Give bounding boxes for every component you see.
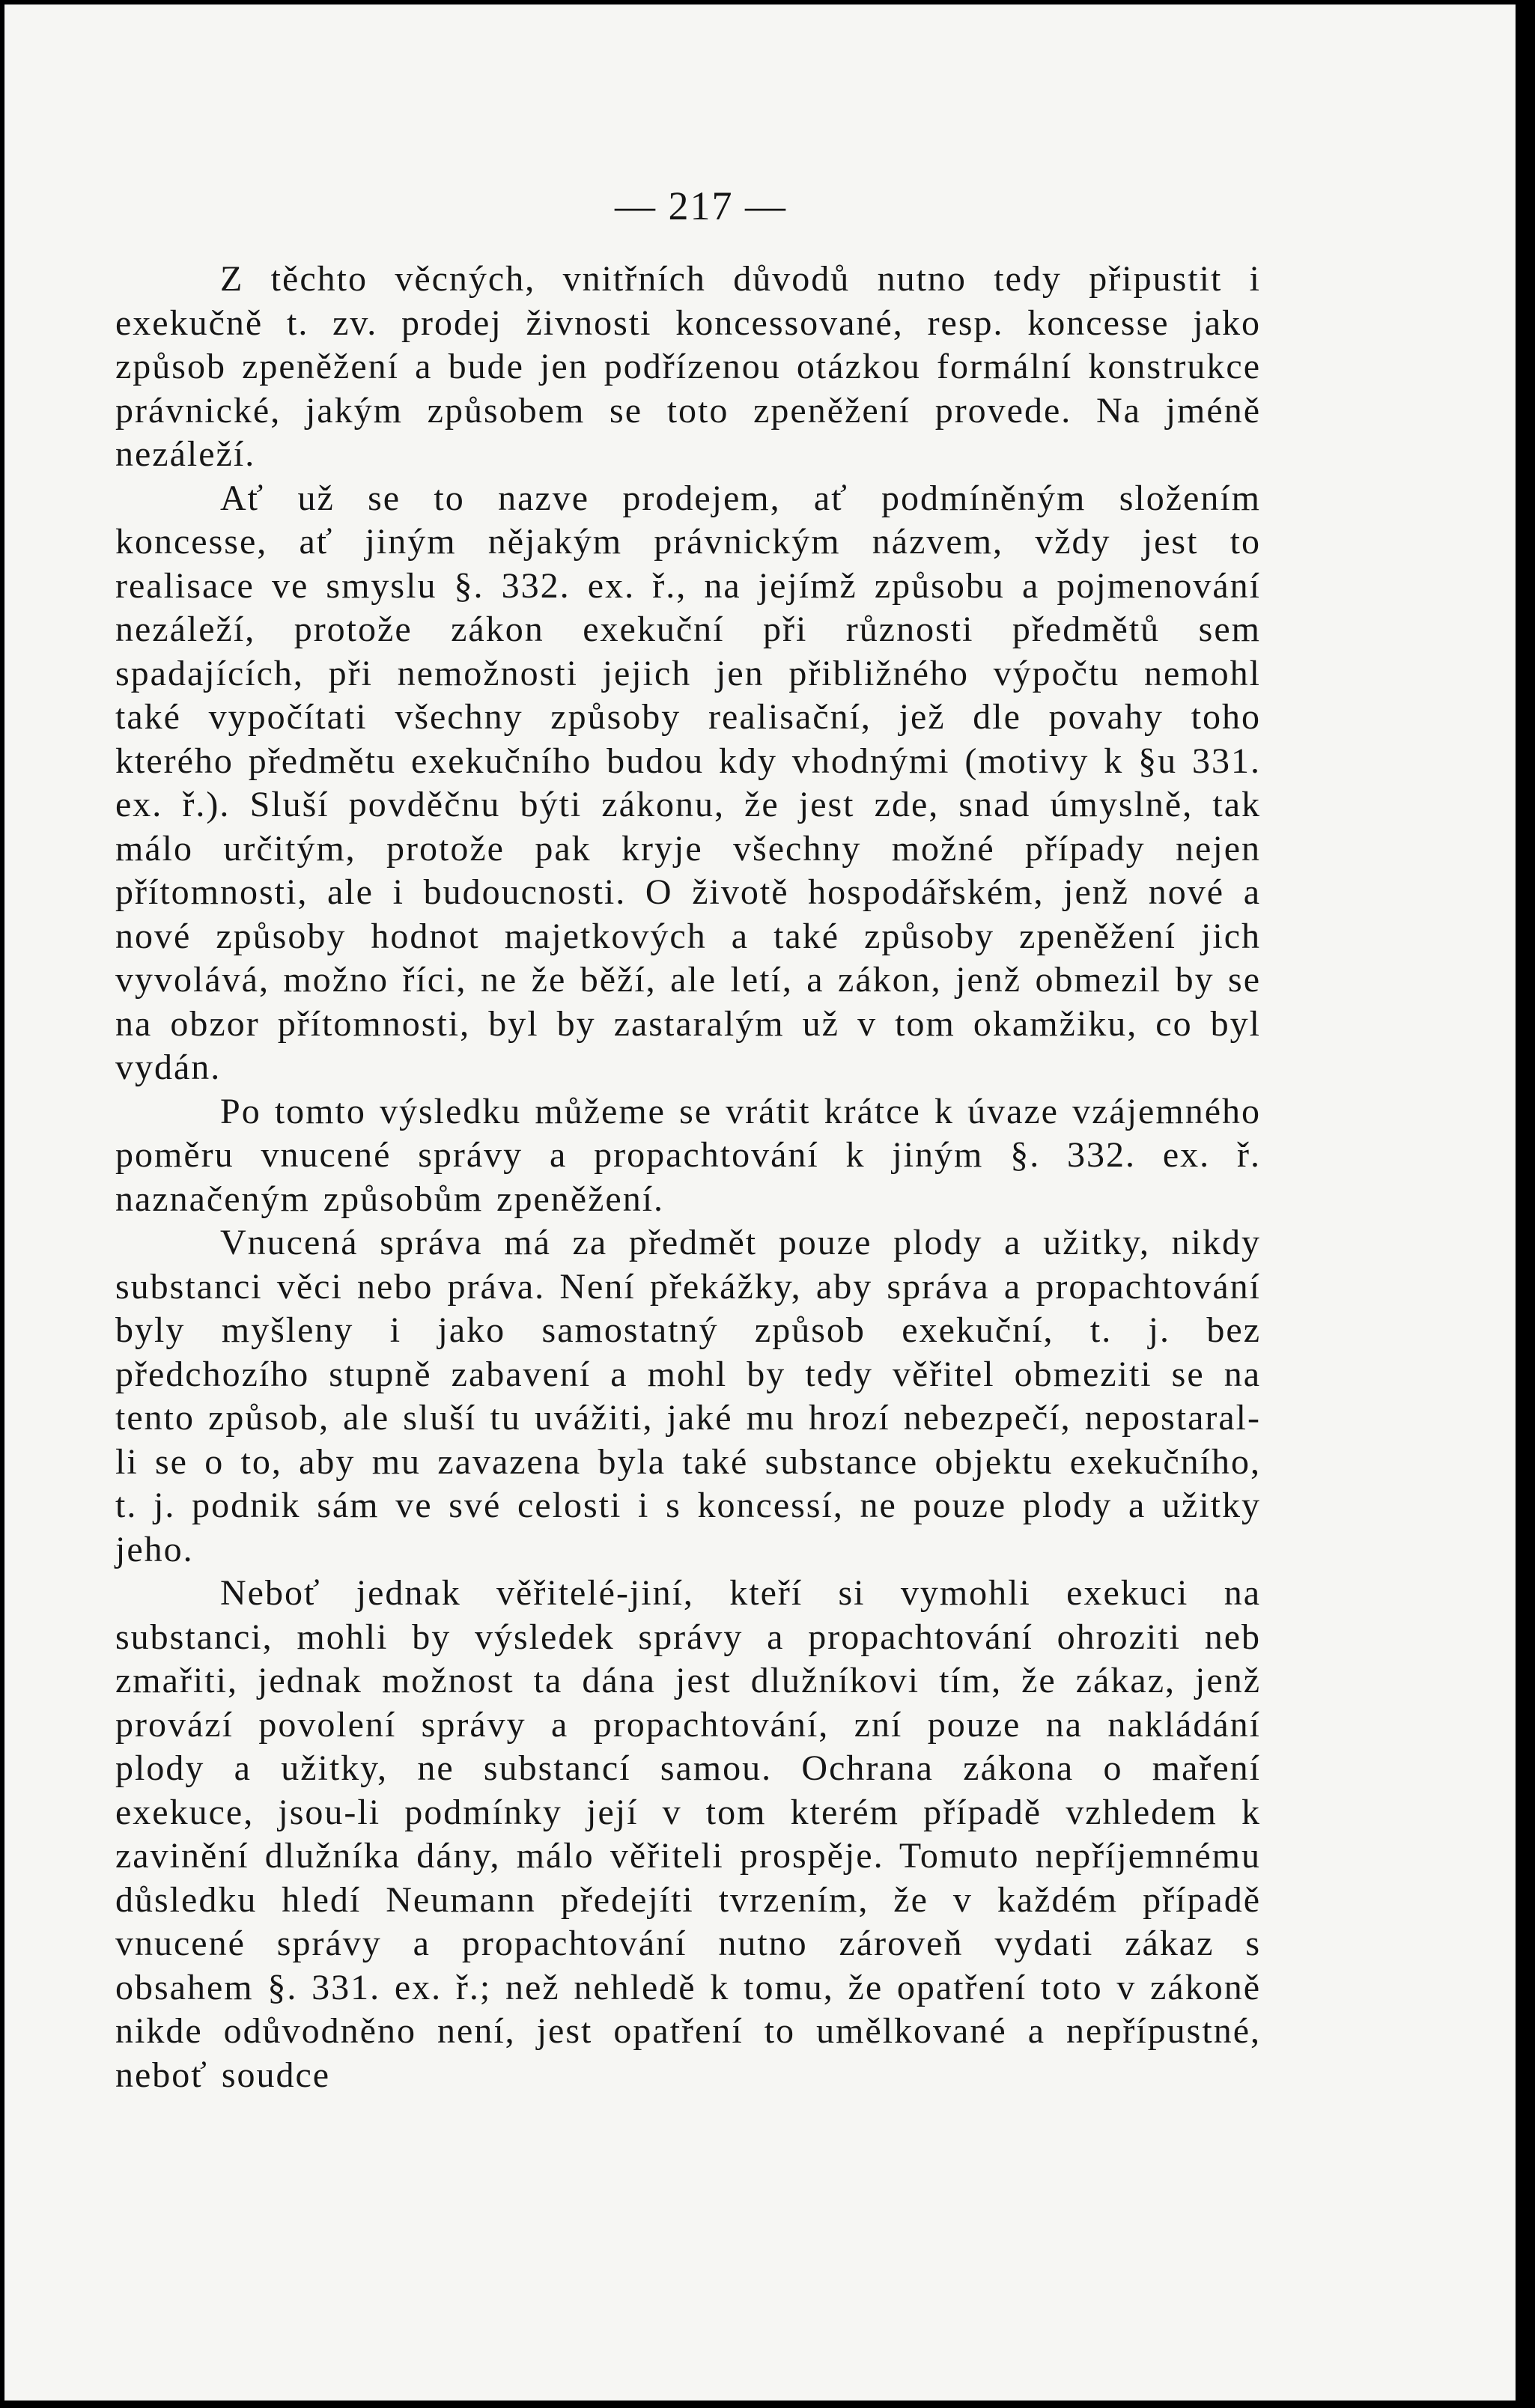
paragraph: Vnucená správa má za předmět pouze plody a užitky, nikdy substanci věci nebo práva. Není překážky, aby správa a propachtování byly myšleny i jako samostatný způsob exekuční, t. j. bez předchozího stupně zabavení a mohl by tedy věřitel obmeziti se na tento způsob, ale sluší tu uvážiti, jaké mu hrozí nebezpečí, nepostaral-li se o to, aby mu zavazena byla také substance objektu exekučního, t. j. podnik sám ve své celosti i s koncessí, ne pouze plody a užitky jeho. bbox=[115, 1223, 1261, 1569]
paragraph: Ať už se to nazve prodejem, ať podmíněným složením koncesse, ať jiným nějakým právnickým názvem, vždy jest to realisace ve smyslu §. 332. ex. ř., na jejímž způsobu a pojmenování nezáleží, protože zákon exekuční při různosti předmětů sem spadajících, při nemožnosti jejich jen přibližného výpočtu nemohl také vypočítati všechny způsoby realisační, jež dle povahy toho kterého předmětu exekučního budou kdy vhodnými (motivy k §u 331. ex. ř.). Sluší povděčnu býti zákonu, že jest zde, snad úmyslně, tak málo určitým, protože pak kryje všechny možné případy nejen přítomnosti, ale i budoucnosti. O životě hospodářském, jenž nové a nové způsoby hodnot majetkových a také způsoby zpeněžení jich vyvolává, možno říci, ne že běží, ale letí, a zákon, jenž obmezil by se na obzor přítomnosti, byl by zastaralým už v tom okamžiku, co byl vydán. bbox=[115, 478, 1261, 1087]
paragraph: Neboť jednak věřitelé-jiní, kteří si vymohli exekuci na substanci, mohli by výsledek správy a propachtování ohroziti neb zmařiti, jednak možnost ta dána jest dlužníkovi tím, že zákaz, jenž provází povolení správy a propachtování, zní pouze na nakládání plody a užitky, ne substancí samou. Ochrana zákona o maření exekuce, jsou-li podmínky její v tom kterém případě vzhledem k zavinění dlužníka dány, málo věřiteli prospěje. Tomuto nepříjemnému důsledku hledí Neumann předejíti tvrzením, že v každém případě vnucené správy a propachtování nutno zároveň vydati zákaz s obsahem §. 331. ex. ř.; než nehledě k tomu, že opatření toto v zákoně nikde odůvodněno není, jest opatření to umělkované a nepřípustné, neboť soudce bbox=[115, 1573, 1261, 2095]
paragraph: Po tomto výsledku můžeme se vrátit krátce k úvaze vzájemného poměru vnucené správy a propachtování k jiným §. 332. ex. ř. naznačeným způsobům zpeněžení. bbox=[115, 1091, 1261, 1219]
body-text bbox=[115, 258, 1261, 2097]
paragraph: Z těchto věcných, vnitřních důvodů nutno tedy připustit i exekučně t. zv. prodej živnosti koncessované, resp. koncesse jako způsob zpeněžení a bude jen podřízenou otázkou formální konstrukce právnické, jakým způsobem se toto zpeněžení provede. Na jméně nezáleží. bbox=[115, 259, 1261, 474]
page-number: — 217 — bbox=[615, 183, 787, 228]
book-page bbox=[4, 4, 1516, 2401]
